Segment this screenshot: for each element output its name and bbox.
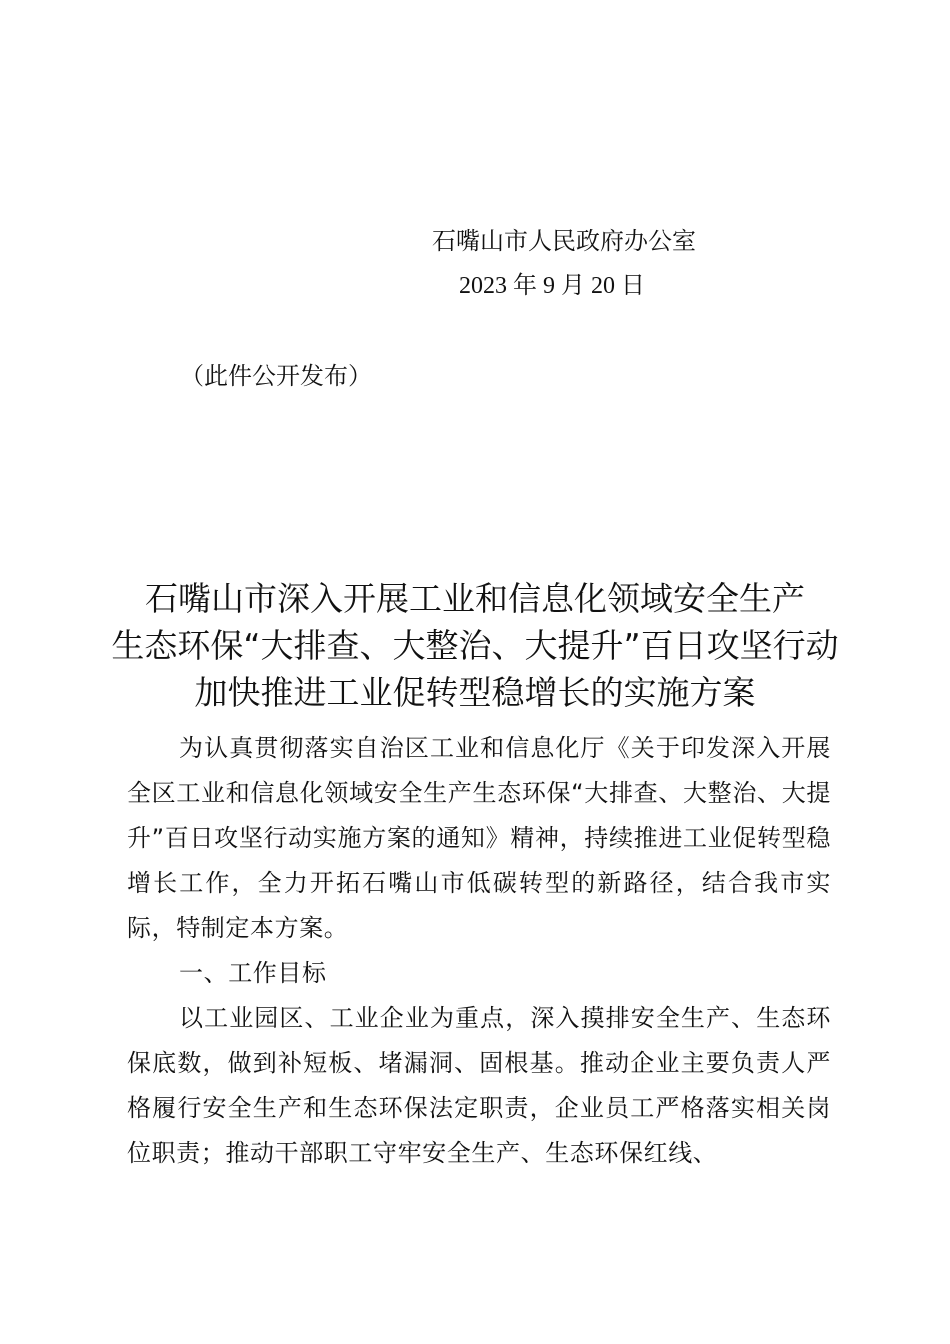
intro-paragraph: 为认真贯彻落实自治区工业和信息化厅《关于印发深入开展全区工业和信息化领域安全生产生态环保“大排查、大整治、大提升”百日攻坚行动实施方案的通知》精神，持续推进工业促转型稳增长工作，全力开拓石嘴山市低碳转型的新路径，结合我市实际，特制定本方案。 [127,734,831,942]
issue-date: 2023 年 9 月 20 日 [459,273,645,299]
title-line-2: 生态环保“大排查、大整治、大提升”百日攻坚行动 [111,626,839,666]
section-heading: 一、工作目标 [179,959,327,987]
publish-note: （此件公开发布） [180,362,372,390]
title-line-3: 加快推进工业促转型稳增长的实施方案 [194,673,756,713]
document-title [100,575,850,716]
document-body [127,726,831,1176]
issuer-name: 石嘴山市人民政府办公室 [432,227,696,255]
section-paragraph: 以工业园区、工业企业为重点，深入摸排安全生产、生态环保底数，做到补短板、堵漏洞、固根基。推动企业主要负责人严格履行安全生产和生态环保法定职责，企业员工严格落实相关岗位职责；推动干部职工守牢安全生产、生态环保红线、 [127,1004,831,1167]
title-line-1: 石嘴山市深入开展工业和信息化领域安全生产 [145,579,805,619]
